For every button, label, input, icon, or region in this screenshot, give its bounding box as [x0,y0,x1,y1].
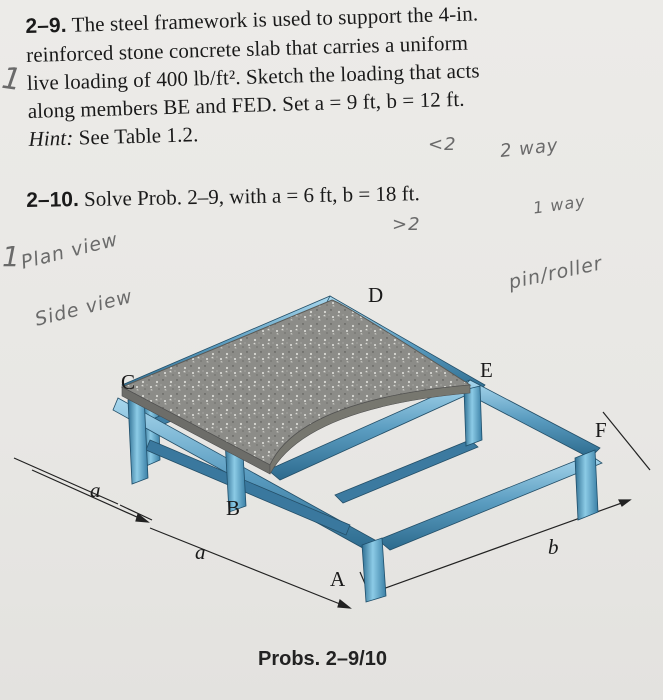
handwritten-one-way: 1 way [531,191,587,218]
problem-line: Solve Prob. 2–9, with a = 6 ft, b = 18 ft. [83,181,420,211]
problem-line: reinforced stone concrete slab that carries a uniform [25,30,469,67]
column-A [362,538,386,602]
figure-caption: Probs. 2–9/10 [258,648,387,670]
hint-text: See Table 1.2. [78,122,199,150]
label-a-lower: a [195,540,206,564]
label-A: A [330,567,346,591]
label-B: B [226,496,241,520]
label-E: E [480,358,493,382]
column-E [464,386,482,446]
handwritten-margin-one: 1 [2,240,21,273]
problem-number: 2–10. [26,188,80,212]
label-a-upper: a [90,478,101,502]
hint-label: Hint: [28,125,74,151]
dimension-line-a2 [150,528,350,608]
label-C: C [121,370,136,394]
label-b: b [548,535,559,559]
handwritten-pin-roller: pin/roller [506,252,605,294]
label-D: D [368,283,384,307]
problem-line: The steel framework is used to support the 4-in. [71,1,479,37]
handwritten-less-than-2: <2 [428,134,457,155]
handwritten-two-way: 2 way [499,134,560,163]
handwritten-side-view: Side view [32,285,136,331]
handwritten-plan-view: Plan view [18,228,121,274]
handwritten-greater-than-2: >2 [392,214,421,235]
handwritten-margin-mark: 1 [0,60,25,99]
column-C [128,396,148,484]
beam-lower-cross [335,440,478,503]
problem-line: along members BE and FED. Set a = 9 ft, b = 12 ft. [27,86,465,123]
problem-line: live loading of 400 lb/ft². Sketch the loading that acts [26,58,480,95]
problem-number: 2–9. [25,13,67,38]
dimension-line-a1-ext [14,458,118,504]
label-F: F [595,418,607,442]
column-F [575,450,598,520]
